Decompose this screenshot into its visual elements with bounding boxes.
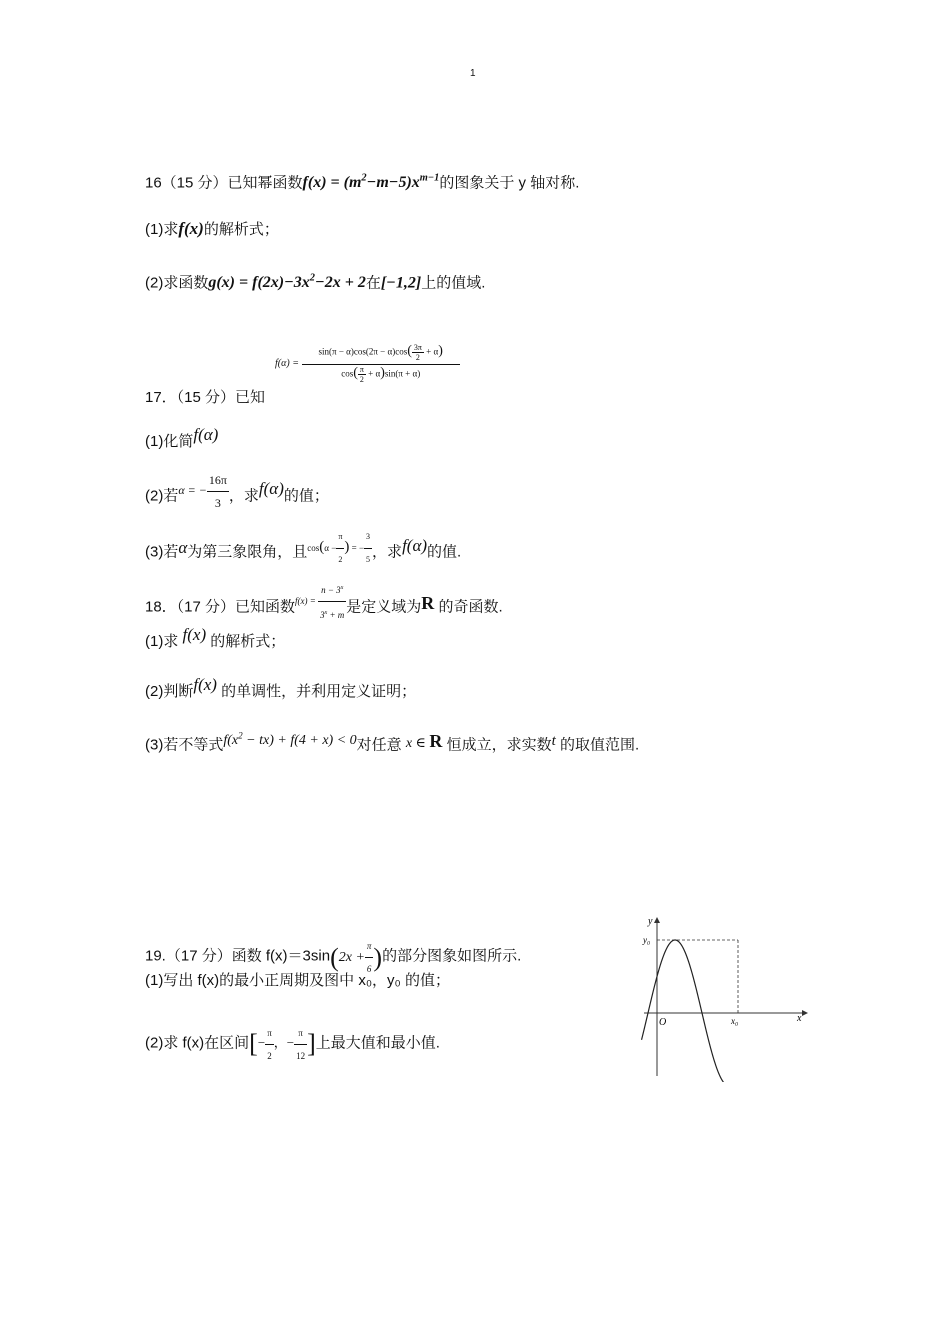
q18-p2-func: f(x): [193, 675, 217, 694]
q19-part2: [145, 1022, 440, 1067]
x0-label: x₀: [731, 1016, 739, 1026]
page-number: 1: [470, 68, 476, 79]
q17-p3-mid: 为第三象限角，且: [187, 543, 308, 561]
q18-p3-t: t: [551, 732, 556, 749]
q18-p3-mid: 对任意: [356, 736, 402, 754]
q16-label: 16（15 分）已知幂函数: [145, 174, 303, 192]
q19-p2-prefix: (2)求 f(x)在区间: [145, 1034, 250, 1052]
q17-part2: [145, 475, 329, 520]
q17-p2-cond: α = − 16π 3: [178, 483, 229, 497]
q16-p2-prefix: (2)求函数: [145, 274, 209, 292]
q18-p1-func: f(x): [182, 625, 207, 644]
q18-text-mid: 是定义域为: [346, 598, 422, 616]
q18-p1-suffix: 的解析式；: [210, 633, 286, 650]
q17-p2-func: f(α): [258, 479, 284, 499]
y-axis-arrow: [654, 917, 660, 923]
q16-formula: $f(x) = (m^2-m-5)x^{m-1}$: [302, 173, 440, 192]
q16-p2-formula: $g(x) = f(2x)-3x^2-2x + 2$: [208, 273, 366, 292]
y0-label: y₀: [643, 935, 651, 945]
q18-p3-suffix: 的取值范围.: [559, 736, 640, 754]
q16-text-after: 的图象关于 y 轴对称.: [439, 174, 580, 192]
q18-p2-prefix: (2)判断: [145, 683, 194, 700]
q17-p2-mid: ，求: [228, 487, 259, 505]
q17-f-den: cos( $\frac{\pi}{2}$ + α)sin(π + α): [341, 365, 421, 384]
q17-p3-func: f(α): [402, 535, 428, 555]
q16-stem: [145, 168, 579, 194]
q18-p3-mid2: 恒成立，求实数: [446, 736, 552, 754]
q19-text-after: 的部分图象如图所示.: [382, 947, 522, 965]
x-axis-arrow: [802, 1010, 808, 1016]
q18-label: 18．（17 分）已知函数: [145, 598, 296, 616]
q17-p3-alpha: α: [178, 537, 188, 557]
q17-p1-prefix: (1)化简: [145, 433, 194, 450]
q19-p2-suffix: 上最大值和最小值.: [315, 1034, 440, 1052]
q17-p3-mid2: ，求: [372, 543, 403, 561]
q18-p3-prefix: (3)若不等式: [145, 736, 224, 754]
q17-part1: [145, 425, 219, 453]
q18-R: R: [421, 592, 435, 613]
q17-label: 17．（15 分）已知: [145, 389, 266, 406]
q17-p1-func: f(α): [193, 425, 219, 444]
origin-label: O: [659, 1017, 667, 1028]
q18-p1-prefix: (1)求: [145, 633, 179, 650]
q17-stem: [145, 387, 265, 409]
q16-p1-suffix: 的解析式；: [203, 221, 279, 238]
q16-p2-interval: [−1,2]: [380, 274, 422, 292]
q17-f-num: sin(π − α)cos(2π − α)cos( $\frac{3\pi}{2}$ + α): [302, 343, 460, 365]
q18-part2: [145, 675, 417, 703]
q19-arg: (2x + $\frac{\pi}{6}$ ): [330, 950, 382, 965]
q17-p2-prefix: (2)若: [145, 487, 179, 505]
q19-sine-graph: [640, 910, 815, 1082]
q17-part3: [145, 532, 461, 577]
q19-p2-interval: [− $\frac{\pi}{2}$ ，− $\frac{\pi}{12}$ ]: [249, 1035, 316, 1050]
q16-p1-prefix: (1)求: [145, 221, 179, 238]
q17-f-lhs: f(α) =: [275, 358, 299, 369]
q19-label: 19.（17 分）函数 f(x)＝3sin: [145, 947, 331, 965]
q18-p3-ineq: $f(x^2 - tx) + f(4 + x) < 0$: [223, 730, 357, 748]
q16-p2-suffix: 上的值域.: [421, 274, 486, 292]
q17-p3-suffix: 的值.: [427, 543, 462, 561]
q16-part1: [145, 218, 279, 241]
q17-formula-block: [275, 343, 460, 384]
q17-fraction: [302, 343, 460, 384]
sine-curve: [642, 940, 726, 1082]
x-axis-label: x: [797, 1013, 802, 1024]
q18-formula: f(x) = n − 3x 3x + m: [295, 596, 346, 606]
q18-part1: [145, 625, 286, 653]
q18-part3: [145, 730, 639, 758]
q18-text-after: 的奇函数.: [438, 598, 503, 616]
q16-part2: [145, 268, 485, 294]
q19-p1: (1)写出 f(x)的最小正周期及图中 x₀，y₀ 的值；: [145, 972, 450, 989]
q18-p3-x: x ∈ R: [405, 730, 443, 751]
y-axis-label: y: [648, 916, 653, 927]
q17-p2-suffix: 的值；: [283, 487, 329, 505]
q16-p2-mid: 在: [365, 274, 381, 292]
q17-p3-prefix: (3)若: [145, 543, 179, 561]
q17-p3-cond: cos(α − π 2 ) = − 3 5: [307, 543, 372, 553]
q19-part1: [145, 970, 450, 992]
q18-p2-suffix: 的单调性，并利用定义证明；: [221, 683, 417, 700]
q16-p1-func: f(x): [178, 219, 204, 238]
